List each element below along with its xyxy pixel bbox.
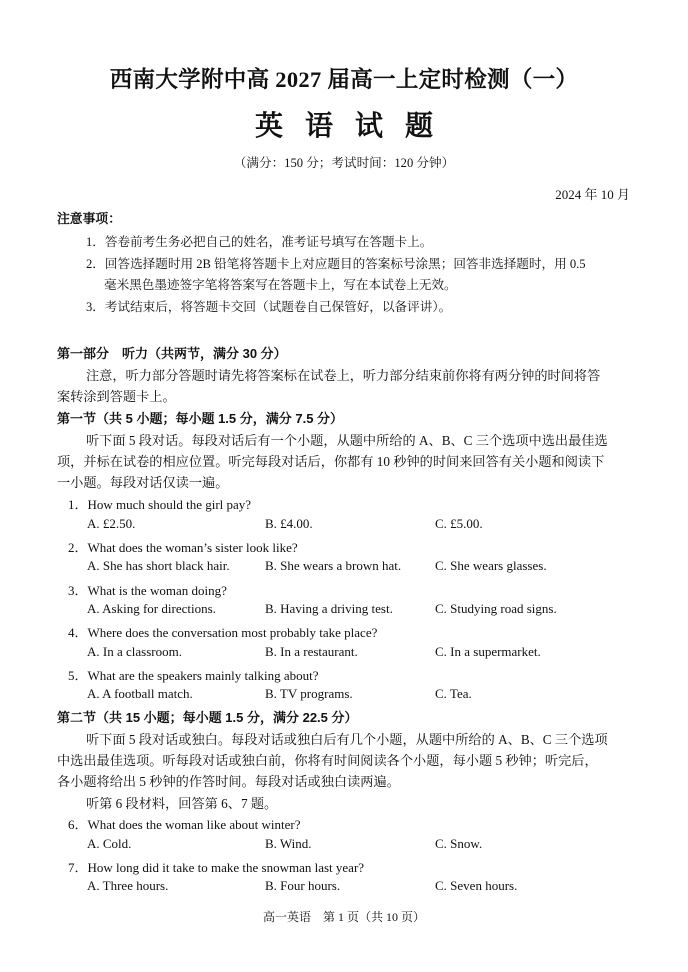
page-footer: 高一英语 第 1 页（共 10 页） (262, 910, 425, 924)
notice-item: 1．答卷前考生务必把自己的姓名，准考证号填写在答题卡上。 (86, 235, 433, 249)
option-a: A. £2.50. (87, 516, 136, 531)
option-b: B. In a restaurant. (265, 644, 358, 659)
question-2: 2．What does the woman’s sister look like? (68, 540, 298, 555)
section1-instruction-line: 项，并标在试卷的相应位置。听完每段对话后，你都有 10 秒钟的时间来回答有关小题和阅读下 (57, 454, 605, 469)
part1-intro-line: 案转涂到答题卡上。 (57, 389, 176, 404)
notice-heading: 注意事项： (57, 212, 121, 226)
option-b: B. TV programs. (265, 686, 353, 701)
option-c: C. £5.00. (435, 516, 483, 531)
option-a: A. She has short black hair. (87, 558, 230, 573)
section1-heading: 第一节（共 5 小题；每小题 1.5 分，满分 7.5 分） (57, 411, 344, 426)
section2-heading: 第二节（共 15 小题；每小题 1.5 分，满分 22.5 分） (57, 710, 358, 725)
question-5: 5．What are the speakers mainly talking about? (68, 668, 319, 683)
section1-instruction-line: 听下面 5 段对话。每段对话后有一个小题，从题中所给的 A、B、C 三个选项中选出最佳选 (86, 433, 608, 448)
option-b: B. Four hours. (265, 878, 341, 893)
question-1: 1．How much should the girl pay? (68, 497, 252, 512)
option-c: C. She wears glasses. (435, 558, 547, 573)
section1-instruction-line: 一小题。每段对话仅读一遍。 (57, 475, 229, 490)
option-c: C. Tea. (435, 686, 472, 701)
option-b: B. Having a driving test. (265, 601, 393, 616)
section2-instruction-line: 中选出最佳选项。听每段对话或独白前，你将有时间阅读各个小题，每小题 5 秒钟；听完后， (57, 753, 598, 768)
option-b: B. Wind. (265, 836, 312, 851)
option-a: A. Three hours. (87, 878, 169, 893)
subject-title: 英语试题 (254, 111, 455, 142)
option-c: C. Studying road signs. (435, 601, 557, 616)
material-note: 听第 6 段材料，回答第 6、7 题。 (86, 796, 278, 811)
question-7: 7．How long did it take to make the snowman last year? (68, 860, 365, 875)
question-3: 3．What is the woman doing? (68, 583, 227, 598)
section2-instruction-line: 各小题将给出 5 秒钟的作答时间。每段对话或独白读两遍。 (57, 774, 400, 789)
section2-instruction-line: 听下面 5 段对话或独白。每段对话或独白后有几个小题，从题中所给的 A、B、C 三个选项 (86, 732, 608, 747)
notice-item: 3．考试结束后，将答题卡交回（试题卷自己保管好，以备评讲）。 (86, 300, 452, 314)
option-c: C. In a supermarket. (435, 644, 541, 659)
exam-title: 西南大学附中高 2027 届高一上定时检测（一） (109, 67, 579, 92)
option-a: A. Cold. (87, 836, 132, 851)
option-c: C. Snow. (435, 836, 483, 851)
question-4: 4．Where does the conversation most probably take place? (68, 625, 378, 640)
part1-intro-line: 注意，听力部分答题时请先将答案标在试卷上，听力部分结束前你将有两分钟的时间将答 (86, 368, 601, 383)
part1-heading: 第一部分 听力（共两节，满分 30 分） (57, 346, 287, 361)
option-a: A. A football match. (87, 686, 193, 701)
notice-item: 2．回答选择题时用 2B 铅笔将答题卡上对应题目的答案标号涂黑；回答非选择题时，用 0.5 (86, 257, 586, 271)
notice-item-continued: 毫米黑色墨迹签字笔将答案写在答题卡上，写在本试卷上无效。 (104, 278, 457, 292)
option-b: B. £4.00. (265, 516, 313, 531)
exam-date: 2024 年 10 月 (555, 187, 630, 202)
option-b: B. She wears a brown hat. (265, 558, 402, 573)
score-info: （满分：150 分；考试时间：120 分钟） (233, 156, 455, 170)
option-a: A. Asking for directions. (87, 601, 216, 616)
option-c: C. Seven hours. (435, 878, 518, 893)
question-6: 6．What does the woman like about winter? (68, 817, 301, 832)
option-a: A. In a classroom. (87, 644, 182, 659)
